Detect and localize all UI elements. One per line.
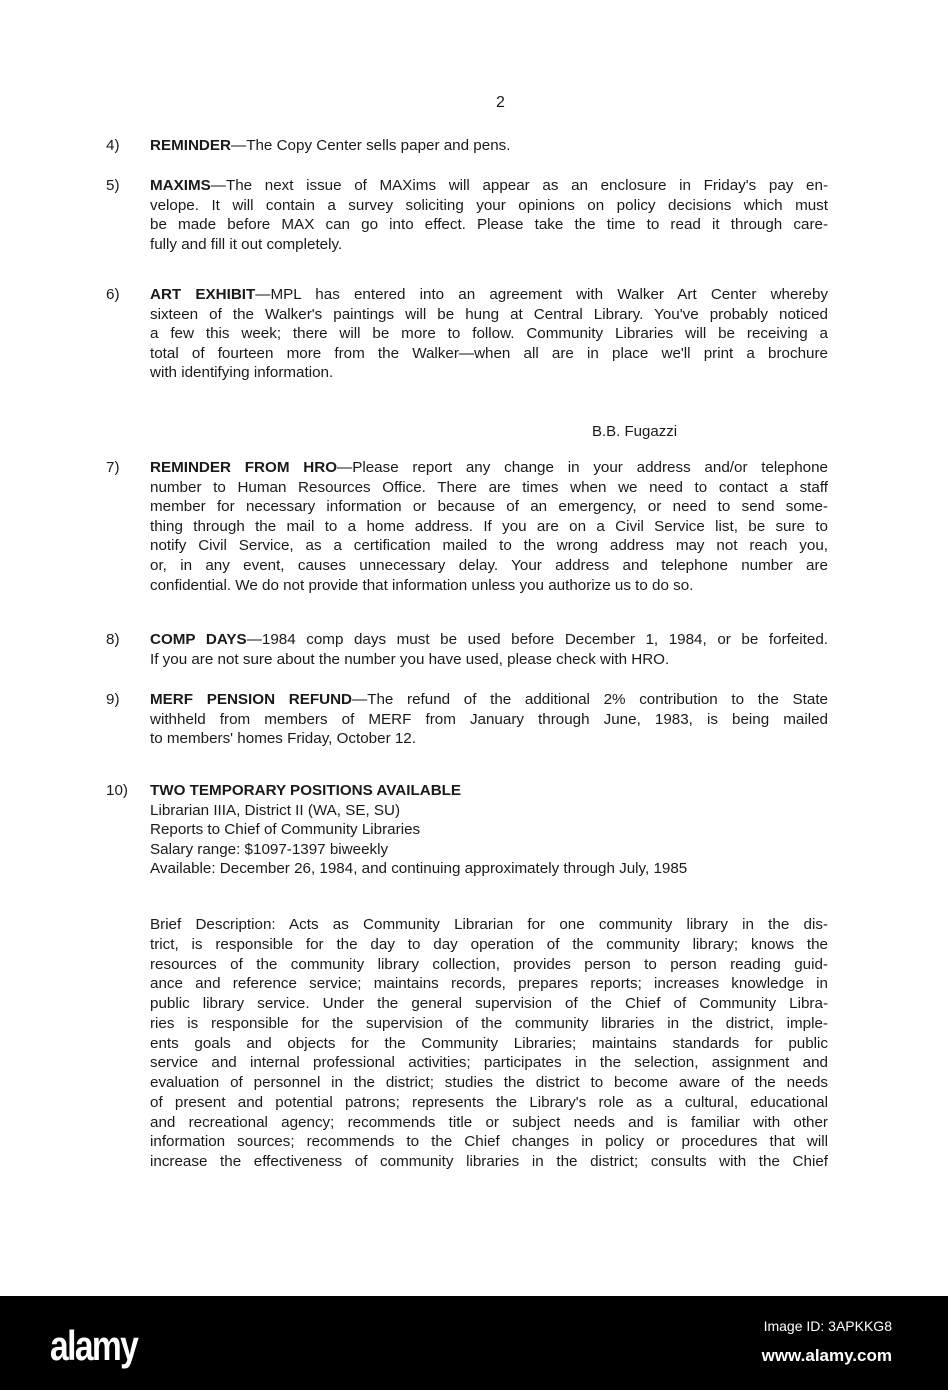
item-text: —The next issue of MAXims will appear as an enclosure in Friday's pay en-	[210, 177, 828, 194]
text-line: notify Civil Service, as a certification mailed to the wrong address may not reach you,	[150, 537, 828, 555]
text-line: velope. It will contain a survey soliciting your opinions on policy decisions which must	[150, 196, 828, 214]
text-line: number to Human Resources Office. There are times when we need to contact a staff	[150, 478, 828, 496]
item-text: —The refund of the additional 2% contribution to the State	[352, 691, 828, 708]
memo-item	[106, 136, 828, 156]
text-line	[150, 136, 828, 156]
description-line: increase the effectiveness of community libraries in the district; consults with the Chief	[150, 1153, 828, 1170]
item-number: 8)	[106, 631, 120, 648]
text-line: member for necessary information or because of an emergency, or need to send some-	[150, 498, 828, 516]
brief-description	[150, 915, 828, 1172]
item-heading: ART EXHIBIT	[150, 286, 256, 303]
item-number: 7)	[106, 459, 120, 476]
signature: B.B. Fugazzi	[592, 423, 678, 440]
item-text: —MPL has entered into an agreement with Walker Art Center whereby	[255, 286, 828, 303]
text-line: Salary range: $1097-1397 biweekly	[150, 840, 389, 858]
text-line	[150, 781, 828, 801]
item-heading: TWO TEMPORARY POSITIONS AVAILABLE	[150, 782, 462, 799]
item-heading: REMINDER FROM HRO	[150, 459, 338, 476]
text-line	[150, 630, 828, 650]
item-number: 6)	[106, 286, 120, 303]
text-line: fully and fill it out completely.	[150, 235, 343, 253]
memo-item	[106, 285, 828, 383]
item-text: —Please report any change in your address and/or telephone	[337, 459, 828, 476]
description-line: ance and reference service; maintains records, prepares reports; increases knowledge in	[150, 975, 828, 993]
image-id: Image ID: 3APKKG8	[763, 1318, 892, 1334]
memo-item	[106, 781, 828, 879]
memo-item	[106, 458, 828, 595]
description-line: trict, is responsible for the day to day operation of the community library; knows the	[150, 935, 828, 953]
watermark-bar	[0, 1296, 948, 1390]
description-line: ents goals and objects for the Community Libraries; maintains standards for public	[150, 1034, 828, 1052]
item-number: 9)	[106, 691, 120, 708]
text-line	[150, 176, 828, 196]
item-heading: REMINDER	[150, 137, 232, 154]
text-line: be made before MAX can go into effect. Please take the time to read it through care-	[150, 216, 828, 234]
text-line: a few this week; there will be more to follow. Community Libraries will be receiving a	[150, 325, 828, 343]
alamy-logo: alamy	[50, 1322, 138, 1369]
memo-item	[106, 630, 828, 669]
text-line: thing through the mail to a home address. If you are on a Civil Service list, be sure to	[150, 517, 828, 535]
text-line: sixteen of the Walker's paintings will be hung at Central Library. You've probably noticed	[150, 305, 828, 323]
description-line: resources of the community library collection, provides person to person reading guid-	[150, 955, 828, 973]
text-line: Reports to Chief of Community Libraries	[150, 821, 421, 839]
description-line: information sources; recommends to the Chief changes in policy or procedures that will	[150, 1133, 828, 1151]
text-line: or, in any event, causes unnecessary delay. Your address and telephone number are	[150, 556, 828, 574]
text-line: Available: December 26, 1984, and continuing approximately through July, 1985	[150, 860, 688, 878]
item-text: —The Copy Center sells paper and pens.	[231, 137, 511, 154]
description-line: Brief Description: Acts as Community Librarian for one community library in the dis-	[150, 916, 828, 933]
item-number: 5)	[106, 177, 120, 194]
text-line	[150, 458, 828, 478]
description-line: service and internal professional activities; participates in the selection, assignment and	[150, 1054, 828, 1072]
site-url: www.alamy.com	[761, 1346, 892, 1365]
memo-item	[106, 176, 828, 254]
description-line: of present and potential patrons; represents the Library's role as a cultural, educational	[150, 1093, 828, 1111]
item-number: 10)	[106, 782, 128, 799]
description-line: ries is responsible for the supervision of the community libraries in the district, imple-	[150, 1014, 828, 1032]
item-number: 4)	[106, 137, 120, 154]
text-line: confidential. We do not provide that information unless you authorize us to do so.	[150, 576, 694, 594]
item-text: —1984 comp days must be used before December 1, 1984, or be forfeited.	[246, 631, 828, 648]
item-heading: COMP DAYS	[150, 631, 247, 648]
description-line: evaluation of personnel in the district; studies the district to become aware of the needs	[150, 1074, 828, 1091]
item-heading: MAXIMS	[150, 177, 211, 194]
text-line: If you are not sure about the number you have used, please check with HRO.	[150, 650, 670, 668]
page-number: 2	[496, 94, 505, 111]
text-line: Librarian IIIA, District II (WA, SE, SU)	[150, 801, 401, 819]
description-line: and recreational agency; recommends title or subject needs and is familiar with other	[150, 1113, 828, 1131]
description-line: public library service. Under the general supervision of the Chief of Community Libra-	[150, 995, 828, 1012]
item-heading: MERF PENSION REFUND	[150, 691, 353, 708]
text-line	[150, 285, 828, 305]
memo-item	[106, 690, 828, 749]
text-line	[150, 690, 828, 710]
text-line: to members' homes Friday, October 12.	[150, 730, 416, 748]
text-line: with identifying information.	[150, 364, 334, 382]
text-line: withheld from members of MERF from January through June, 1983, is being mailed	[150, 710, 828, 728]
text-line: total of fourteen more from the Walker—when all are in place we'll print a brochure	[150, 344, 828, 362]
